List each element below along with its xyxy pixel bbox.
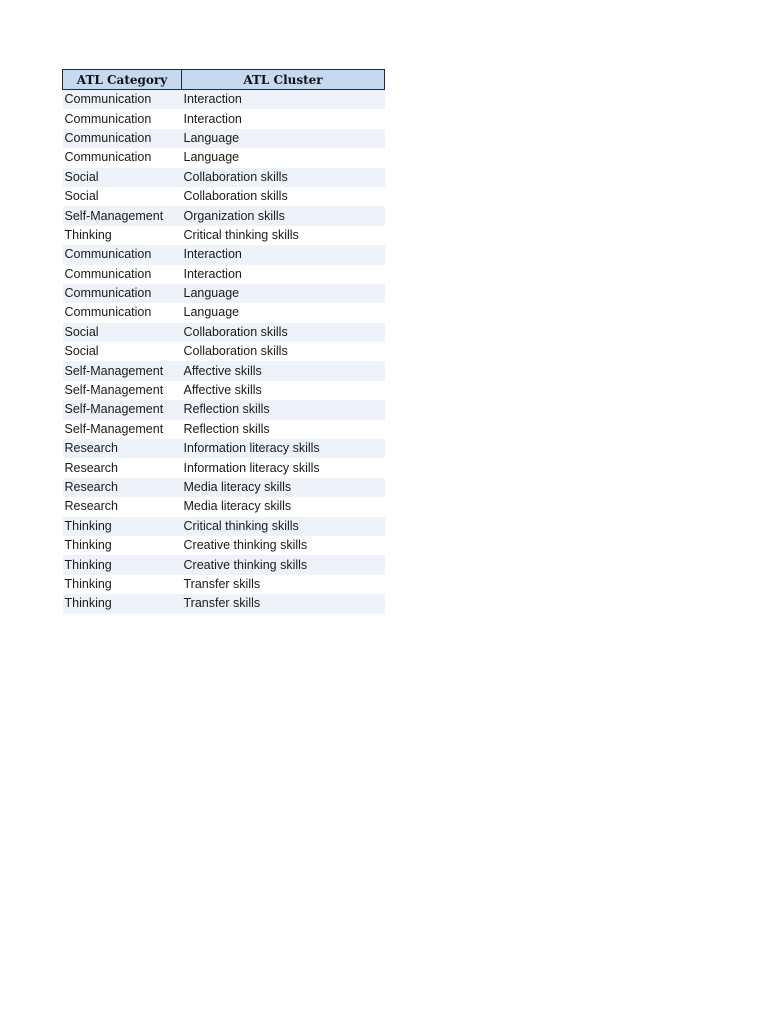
cell-atl-category: Communication xyxy=(63,303,182,322)
cell-atl-category: Thinking xyxy=(63,575,182,594)
cell-atl-cluster: Media literacy skills xyxy=(182,497,385,516)
cell-atl-cluster: Reflection skills xyxy=(182,420,385,439)
cell-atl-category: Self-Management xyxy=(63,361,182,380)
table-row xyxy=(63,536,385,555)
cell-atl-category: Communication xyxy=(63,129,182,148)
cell-atl-cluster: Transfer skills xyxy=(182,594,385,613)
cell-atl-category: Research xyxy=(63,458,182,477)
cell-atl-cluster: Organization skills xyxy=(182,206,385,225)
cell-atl-cluster: Language xyxy=(182,284,385,303)
cell-atl-cluster: Transfer skills xyxy=(182,575,385,594)
cell-atl-cluster: Language xyxy=(182,148,385,167)
cell-atl-cluster: Media literacy skills xyxy=(182,478,385,497)
cell-atl-category: Thinking xyxy=(63,594,182,613)
table-row xyxy=(63,497,385,516)
cell-atl-category: Social xyxy=(63,323,182,342)
table-row xyxy=(63,555,385,574)
table-row xyxy=(63,284,385,303)
table-row xyxy=(63,168,385,187)
table-row xyxy=(63,129,385,148)
table-row xyxy=(63,478,385,497)
cell-atl-category: Self-Management xyxy=(63,206,182,225)
table-row xyxy=(63,206,385,225)
cell-atl-category: Self-Management xyxy=(63,420,182,439)
cell-atl-category: Communication xyxy=(63,245,182,264)
header-row xyxy=(63,70,385,90)
cell-atl-category: Social xyxy=(63,168,182,187)
table-row xyxy=(63,517,385,536)
cell-atl-category: Self-Management xyxy=(63,400,182,419)
cell-atl-cluster: Information literacy skills xyxy=(182,439,385,458)
cell-atl-cluster: Interaction xyxy=(182,265,385,284)
table-row xyxy=(63,381,385,400)
header-atl-category: ATL Category xyxy=(63,70,182,90)
table-row xyxy=(63,187,385,206)
table-row xyxy=(63,226,385,245)
cell-atl-cluster: Critical thinking skills xyxy=(182,226,385,245)
cell-atl-cluster: Information literacy skills xyxy=(182,458,385,477)
cell-atl-cluster: Collaboration skills xyxy=(182,323,385,342)
table-row xyxy=(63,458,385,477)
table-row xyxy=(63,342,385,361)
cell-atl-cluster: Language xyxy=(182,129,385,148)
table-row xyxy=(63,575,385,594)
cell-atl-category: Thinking xyxy=(63,536,182,555)
cell-atl-cluster: Affective skills xyxy=(182,361,385,380)
table-row xyxy=(63,400,385,419)
atl-table xyxy=(62,69,385,614)
cell-atl-category: Communication xyxy=(63,265,182,284)
cell-atl-category: Thinking xyxy=(63,226,182,245)
table-row xyxy=(63,90,385,110)
cell-atl-category: Communication xyxy=(63,148,182,167)
cell-atl-category: Social xyxy=(63,342,182,361)
table-body xyxy=(63,90,385,614)
table-row xyxy=(63,148,385,167)
table-row xyxy=(63,245,385,264)
cell-atl-category: Research xyxy=(63,497,182,516)
cell-atl-cluster: Affective skills xyxy=(182,381,385,400)
table-row xyxy=(63,323,385,342)
cell-atl-category: Thinking xyxy=(63,517,182,536)
table-row xyxy=(63,109,385,128)
cell-atl-cluster: Creative thinking skills xyxy=(182,536,385,555)
table-row xyxy=(63,439,385,458)
cell-atl-cluster: Interaction xyxy=(182,90,385,110)
cell-atl-category: Communication xyxy=(63,90,182,110)
cell-atl-cluster: Interaction xyxy=(182,109,385,128)
cell-atl-cluster: Collaboration skills xyxy=(182,342,385,361)
cell-atl-category: Social xyxy=(63,187,182,206)
cell-atl-cluster: Creative thinking skills xyxy=(182,555,385,574)
cell-atl-category: Communication xyxy=(63,109,182,128)
cell-atl-cluster: Interaction xyxy=(182,245,385,264)
table-row xyxy=(63,361,385,380)
table-row xyxy=(63,265,385,284)
table-row xyxy=(63,303,385,322)
table-row xyxy=(63,420,385,439)
cell-atl-category: Research xyxy=(63,478,182,497)
cell-atl-cluster: Collaboration skills xyxy=(182,187,385,206)
cell-atl-category: Research xyxy=(63,439,182,458)
header-atl-cluster: ATL Cluster xyxy=(182,70,385,90)
cell-atl-cluster: Reflection skills xyxy=(182,400,385,419)
cell-atl-cluster: Critical thinking skills xyxy=(182,517,385,536)
cell-atl-category: Thinking xyxy=(63,555,182,574)
cell-atl-cluster: Collaboration skills xyxy=(182,168,385,187)
table-row xyxy=(63,594,385,613)
cell-atl-category: Communication xyxy=(63,284,182,303)
cell-atl-category: Self-Management xyxy=(63,381,182,400)
cell-atl-cluster: Language xyxy=(182,303,385,322)
